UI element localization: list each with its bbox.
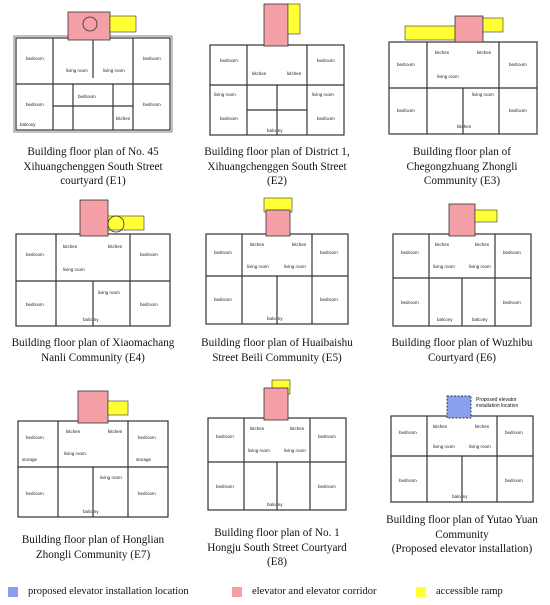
caption-e3-line2: Chegongzhuang Zhongli (406, 160, 518, 173)
caption-e6-line2: Courtyard (E6) (427, 351, 497, 364)
svg-text:kitchen: kitchen (292, 242, 307, 247)
svg-text:storage: storage (136, 457, 152, 462)
svg-text:kitchen: kitchen (475, 242, 490, 247)
floor-plan-e7 (8, 383, 178, 518)
svg-text:living room: living room (100, 475, 122, 480)
svg-text:kitchen: kitchen (252, 71, 267, 76)
proposed-location-note-line1: Proposed elevator (476, 397, 517, 403)
svg-text:balcony: balcony (83, 317, 99, 322)
svg-text:living room: living room (437, 74, 459, 79)
svg-text:bedroom: bedroom (401, 300, 419, 305)
svg-text:bedroom: bedroom (26, 252, 44, 257)
svg-text:kitchen: kitchen (457, 124, 472, 129)
caption-e8-line3: (E8) (267, 556, 287, 568)
svg-text:bedroom: bedroom (399, 478, 417, 483)
legend-item-proposed-elevator (8, 586, 189, 597)
floor-plan-yutao-yuan (377, 392, 547, 527)
caption-e1-line1: Building floor plan of No. 45 (27, 146, 159, 158)
svg-text:kitchen: kitchen (108, 429, 123, 434)
svg-text:kitchen: kitchen (287, 71, 302, 76)
svg-text:balcony: balcony (472, 317, 488, 322)
floor-plan-e2 (192, 0, 362, 135)
svg-text:bedroom: bedroom (397, 62, 415, 67)
svg-text:living room: living room (312, 92, 334, 97)
svg-text:bedroom: bedroom (317, 58, 335, 63)
legend (0, 582, 550, 604)
svg-text:bedroom: bedroom (509, 108, 527, 113)
svg-text:bedroom: bedroom (26, 56, 44, 61)
svg-text:balcony: balcony (267, 128, 283, 133)
svg-text:bedroom: bedroom (138, 491, 156, 496)
legend-label-ramp: accessible ramp (436, 586, 503, 597)
svg-text:bedroom: bedroom (26, 102, 44, 107)
svg-text:bedroom: bedroom (26, 302, 44, 307)
caption-e3-line1: Building floor plan of (413, 146, 511, 158)
svg-text:bedroom: bedroom (214, 297, 232, 302)
svg-text:living room: living room (472, 92, 494, 97)
svg-text:living room: living room (433, 264, 455, 269)
svg-text:kitchen: kitchen (66, 429, 81, 434)
legend-label-elevator-corridor: elevator and elevator corridor (252, 586, 377, 597)
svg-text:kitchen: kitchen (433, 424, 448, 429)
svg-text:bedroom: bedroom (318, 484, 336, 489)
svg-text:bedroom: bedroom (220, 116, 238, 121)
svg-text:bedroom: bedroom (401, 250, 419, 255)
svg-text:living room: living room (469, 444, 491, 449)
svg-text:bedroom: bedroom (399, 430, 417, 435)
svg-text:living room: living room (64, 451, 86, 456)
svg-text:kitchen: kitchen (435, 242, 450, 247)
svg-text:bedroom: bedroom (26, 491, 44, 496)
svg-text:living room: living room (284, 264, 306, 269)
svg-text:kitchen: kitchen (63, 244, 78, 249)
svg-text:storage: storage (22, 457, 38, 462)
caption-e8-line2: Hongju South Street Courtyard (207, 541, 347, 554)
legend-swatch-pink (232, 587, 242, 597)
caption-e1-line3: courtyard (E1) (60, 175, 126, 187)
floor-plan-e5 (192, 196, 362, 331)
svg-text:bedroom: bedroom (320, 297, 338, 302)
caption-yutao-line3: (Proposed elevator installation) (391, 543, 533, 555)
svg-text:bedroom: bedroom (214, 250, 232, 255)
svg-text:bedroom: bedroom (317, 116, 335, 121)
legend-item-ramp (416, 586, 503, 597)
floor-plan-e1 (8, 8, 178, 143)
svg-text:living room: living room (103, 68, 125, 73)
floor-plan-e8 (192, 378, 362, 513)
floor-plan-e4 (8, 196, 178, 331)
caption-e2-line3: (E2) (267, 175, 287, 187)
svg-text:kitchen: kitchen (475, 424, 490, 429)
svg-text:bedroom: bedroom (220, 58, 238, 63)
svg-text:living room: living room (98, 290, 120, 295)
legend-item-elevator-corridor (232, 586, 376, 597)
svg-text:balcony: balcony (20, 122, 36, 127)
svg-text:bedroom: bedroom (138, 435, 156, 440)
svg-text:living room: living room (284, 448, 306, 453)
svg-text:bedroom: bedroom (78, 94, 96, 99)
svg-text:bedroom: bedroom (397, 108, 415, 113)
svg-text:living room: living room (214, 92, 236, 97)
svg-text:kitchen: kitchen (250, 426, 265, 431)
svg-text:living room: living room (247, 264, 269, 269)
svg-text:bedroom: bedroom (503, 300, 521, 305)
svg-text:kitchen: kitchen (116, 116, 131, 121)
svg-text:bedroom: bedroom (509, 62, 527, 67)
caption-yutao-line1: Building floor plan of Yutao Yuan (386, 514, 538, 526)
svg-text:kitchen: kitchen (290, 426, 305, 431)
legend-label-proposed-elevator: proposed elevator installation location (28, 586, 189, 597)
svg-text:balcony: balcony (452, 494, 468, 499)
svg-text:bedroom: bedroom (143, 102, 161, 107)
caption-e8-line1: Building floor plan of No. 1 (214, 527, 340, 539)
caption-e5-line2: Street Beili Community (E5) (212, 351, 342, 364)
legend-swatch-yellow (416, 587, 426, 597)
svg-text:living room: living room (433, 444, 455, 449)
caption-e4-line1: Building floor plan of Xiaomachang (11, 337, 175, 349)
svg-text:bedroom: bedroom (505, 430, 523, 435)
caption-e5-line1: Building floor plan of Huaibaishu (201, 337, 353, 349)
caption-e7-line2: Zhongli Community (E7) (35, 548, 151, 561)
svg-text:living room: living room (63, 267, 85, 272)
svg-text:bedroom: bedroom (320, 250, 338, 255)
svg-text:kitchen: kitchen (435, 50, 450, 55)
svg-text:balcony: balcony (267, 316, 283, 321)
svg-text:bedroom: bedroom (216, 434, 234, 439)
svg-text:balcony: balcony (83, 509, 99, 514)
svg-text:living room: living room (469, 264, 491, 269)
svg-text:kitchen: kitchen (477, 50, 492, 55)
svg-text:balcony: balcony (267, 502, 283, 507)
floor-plan-e6 (377, 196, 547, 331)
svg-text:bedroom: bedroom (143, 56, 161, 61)
caption-e4-line2: Nanli Community (E4) (41, 351, 145, 364)
svg-text:living room: living room (66, 68, 88, 73)
proposed-location-note-line2: installation location (476, 403, 519, 409)
svg-text:living room: living room (248, 448, 270, 453)
svg-text:bedroom: bedroom (318, 434, 336, 439)
legend-swatch-blue (8, 587, 18, 597)
caption-e2-line2: Xihuangchenggen South Street (207, 160, 347, 173)
svg-text:kitchen: kitchen (108, 244, 123, 249)
svg-text:balcony: balcony (437, 317, 453, 322)
caption-e1-line2: Xihuangchenggen South Street (23, 160, 163, 173)
svg-text:kitchen: kitchen (250, 242, 265, 247)
svg-text:bedroom: bedroom (140, 252, 158, 257)
svg-text:bedroom: bedroom (505, 478, 523, 483)
svg-text:bedroom: bedroom (216, 484, 234, 489)
caption-e2-line1: Building floor plan of District 1, (204, 146, 350, 158)
floor-plan-e3 (377, 8, 547, 143)
svg-text:bedroom: bedroom (503, 250, 521, 255)
svg-text:bedroom: bedroom (140, 302, 158, 307)
caption-e7-line1: Building floor plan of Honglian (21, 534, 165, 546)
caption-e6-line1: Building floor plan of Wuzhibu (391, 337, 533, 349)
caption-yutao-line2: Community (435, 528, 489, 541)
caption-e3-line3: Community (E3) (423, 175, 501, 187)
svg-text:bedroom: bedroom (26, 435, 44, 440)
